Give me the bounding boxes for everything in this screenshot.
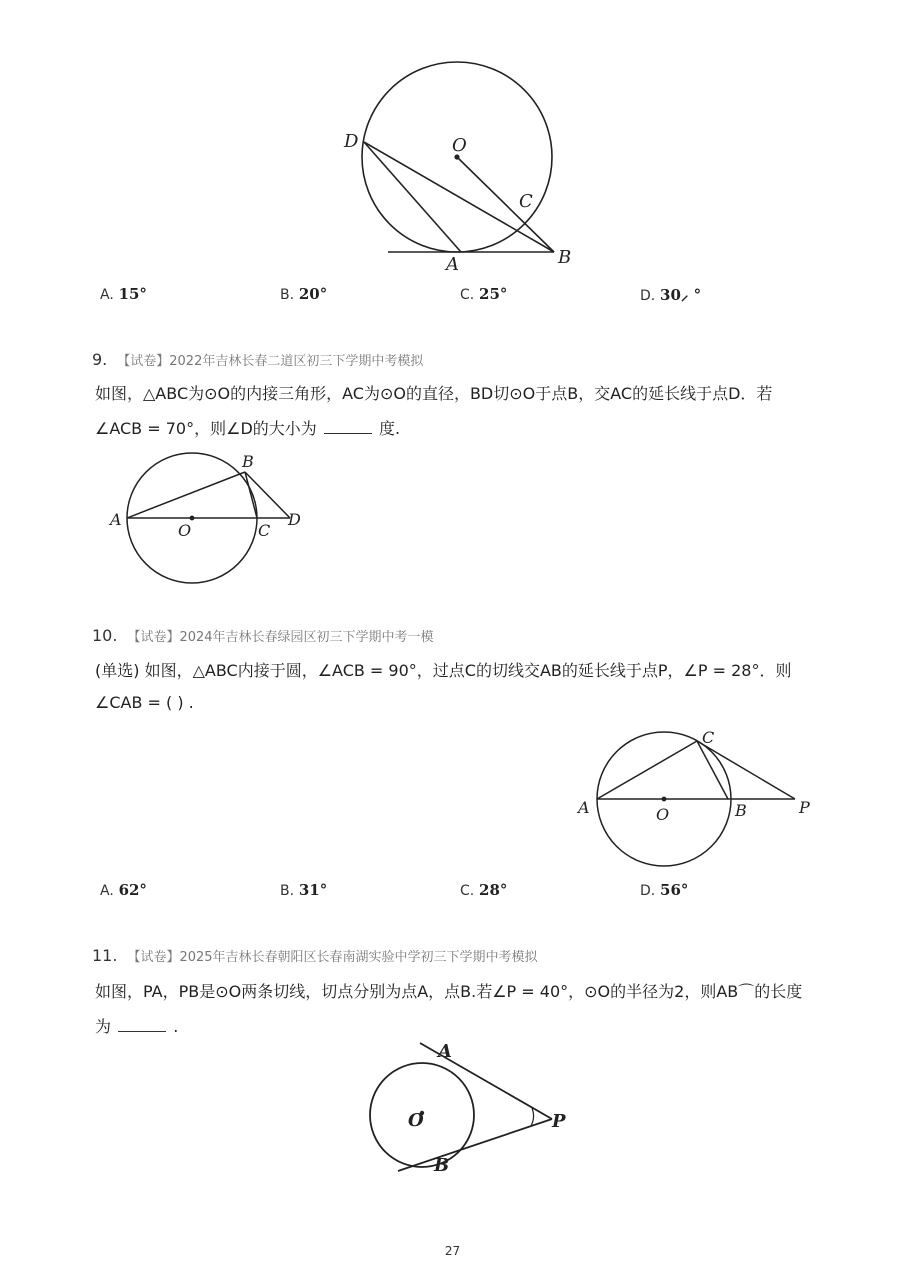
page-number: 27 [444,1244,461,1258]
q9-stem-line2 [95,416,400,439]
q9-center-dot [190,516,195,521]
option-value: 28° [479,881,508,899]
q10-label-p: P [799,798,810,817]
q10-header [92,626,434,645]
q9-stem-line1: 如图，△ABC为⊙O的内接三角形，AC为⊙O的直径，BD切⊙O于点B，交AC的延长线于点D．若 [95,384,773,403]
q11-label-a: A [438,1041,452,1062]
q10-option-a[interactable] [100,881,147,899]
q9-label-a: A [110,510,122,529]
q9-header [92,350,423,369]
option-key: C. [460,287,475,303]
q11-label-o: O [408,1110,424,1131]
option-key: D. [640,883,656,899]
q8-option-d[interactable] [640,285,701,305]
q10-center-dot [662,797,667,802]
q9-label-c: C [258,521,271,540]
q8-label-c: C [519,191,533,212]
q11-header [92,946,538,965]
q8-option-a[interactable] [100,285,147,303]
q8-label-o: O [452,135,467,156]
option-value: 25° [479,285,508,303]
q11-stem-end: . [173,1017,179,1036]
q9-answer-blank[interactable] [324,419,372,434]
option-key: A. [100,883,114,899]
q9-source: 【试卷】2022年吉林长春二道区初三下学期中考模拟 [117,354,424,369]
q11-answer-blank[interactable] [118,1017,166,1032]
q10-option-d[interactable] [640,881,688,899]
q9-label-b: B [242,452,254,471]
option-key: B. [280,883,295,899]
option-value: 30⸝ ° [660,286,702,304]
q8-label-d: D [344,131,359,152]
q8-option-b[interactable] [280,285,327,303]
q9-stem-text: ∠ACB = 70°，则∠D的大小为 [95,419,317,438]
q9-stem-unit: 度. [378,419,401,438]
q8-options [100,285,860,309]
figure-q8 [340,20,580,280]
q11-label-p: P [552,1111,566,1132]
q11-stem-line2 [95,1014,178,1037]
q10-stem-line2: ∠CAB = ( ) . [95,693,194,712]
option-value: 56° [660,881,689,899]
q8-option-c[interactable] [460,285,507,303]
option-value: 20° [298,285,328,303]
option-key: A. [100,287,114,303]
option-key: B. [280,287,295,303]
q10-option-c[interactable] [460,881,507,899]
q8-label-a: A [446,254,459,275]
q10-option-b[interactable] [280,881,327,899]
q10-segment-ac [597,741,697,799]
q11-angle-arc [531,1108,533,1126]
q10-label-c: C [702,728,715,747]
q10-label-o: O [656,805,670,824]
option-value: 15° [118,285,147,303]
option-value: 31° [298,881,328,899]
figure-q9 [105,445,320,590]
q8-segment-da [364,142,461,252]
option-key: D. [640,288,656,304]
q11-label-b: B [434,1155,450,1176]
q10-stem-line1: (单选) 如图，△ABC内接于圆，∠ACB = 90°，过点C的切线交AB的延长线于点P，∠P = 28°．则 [95,661,792,680]
q8-label-b: B [558,247,572,268]
q9-number: 9. [92,350,108,369]
q10-label-a: A [578,798,590,817]
q10-label-b: B [735,801,747,820]
q9-segment-ab [127,472,245,518]
q10-options [100,881,860,905]
q10-source: 【试卷】2024年吉林长春绿园区初三下学期中考一模 [127,630,434,645]
figure-q10 [570,725,820,875]
q10-number: 10. [92,626,118,645]
q11-stem-text: 为 [95,1017,112,1036]
q11-stem-line1: 如图，PA，PB是⊙O两条切线，切点分别为点A，点B.若∠P = 40°，⊙O的半径为2，则AB⌒的长度 [95,982,803,1001]
q11-number: 11. [92,946,118,965]
q9-label-o: O [178,521,192,540]
figure-q11 [360,1035,580,1180]
q11-source: 【试卷】2025年吉林长春朝阳区长春南湖实验中学初三下学期中考模拟 [127,950,538,965]
option-value: 62° [118,881,147,899]
q9-label-d: D [288,510,301,529]
option-key: C. [460,883,475,899]
